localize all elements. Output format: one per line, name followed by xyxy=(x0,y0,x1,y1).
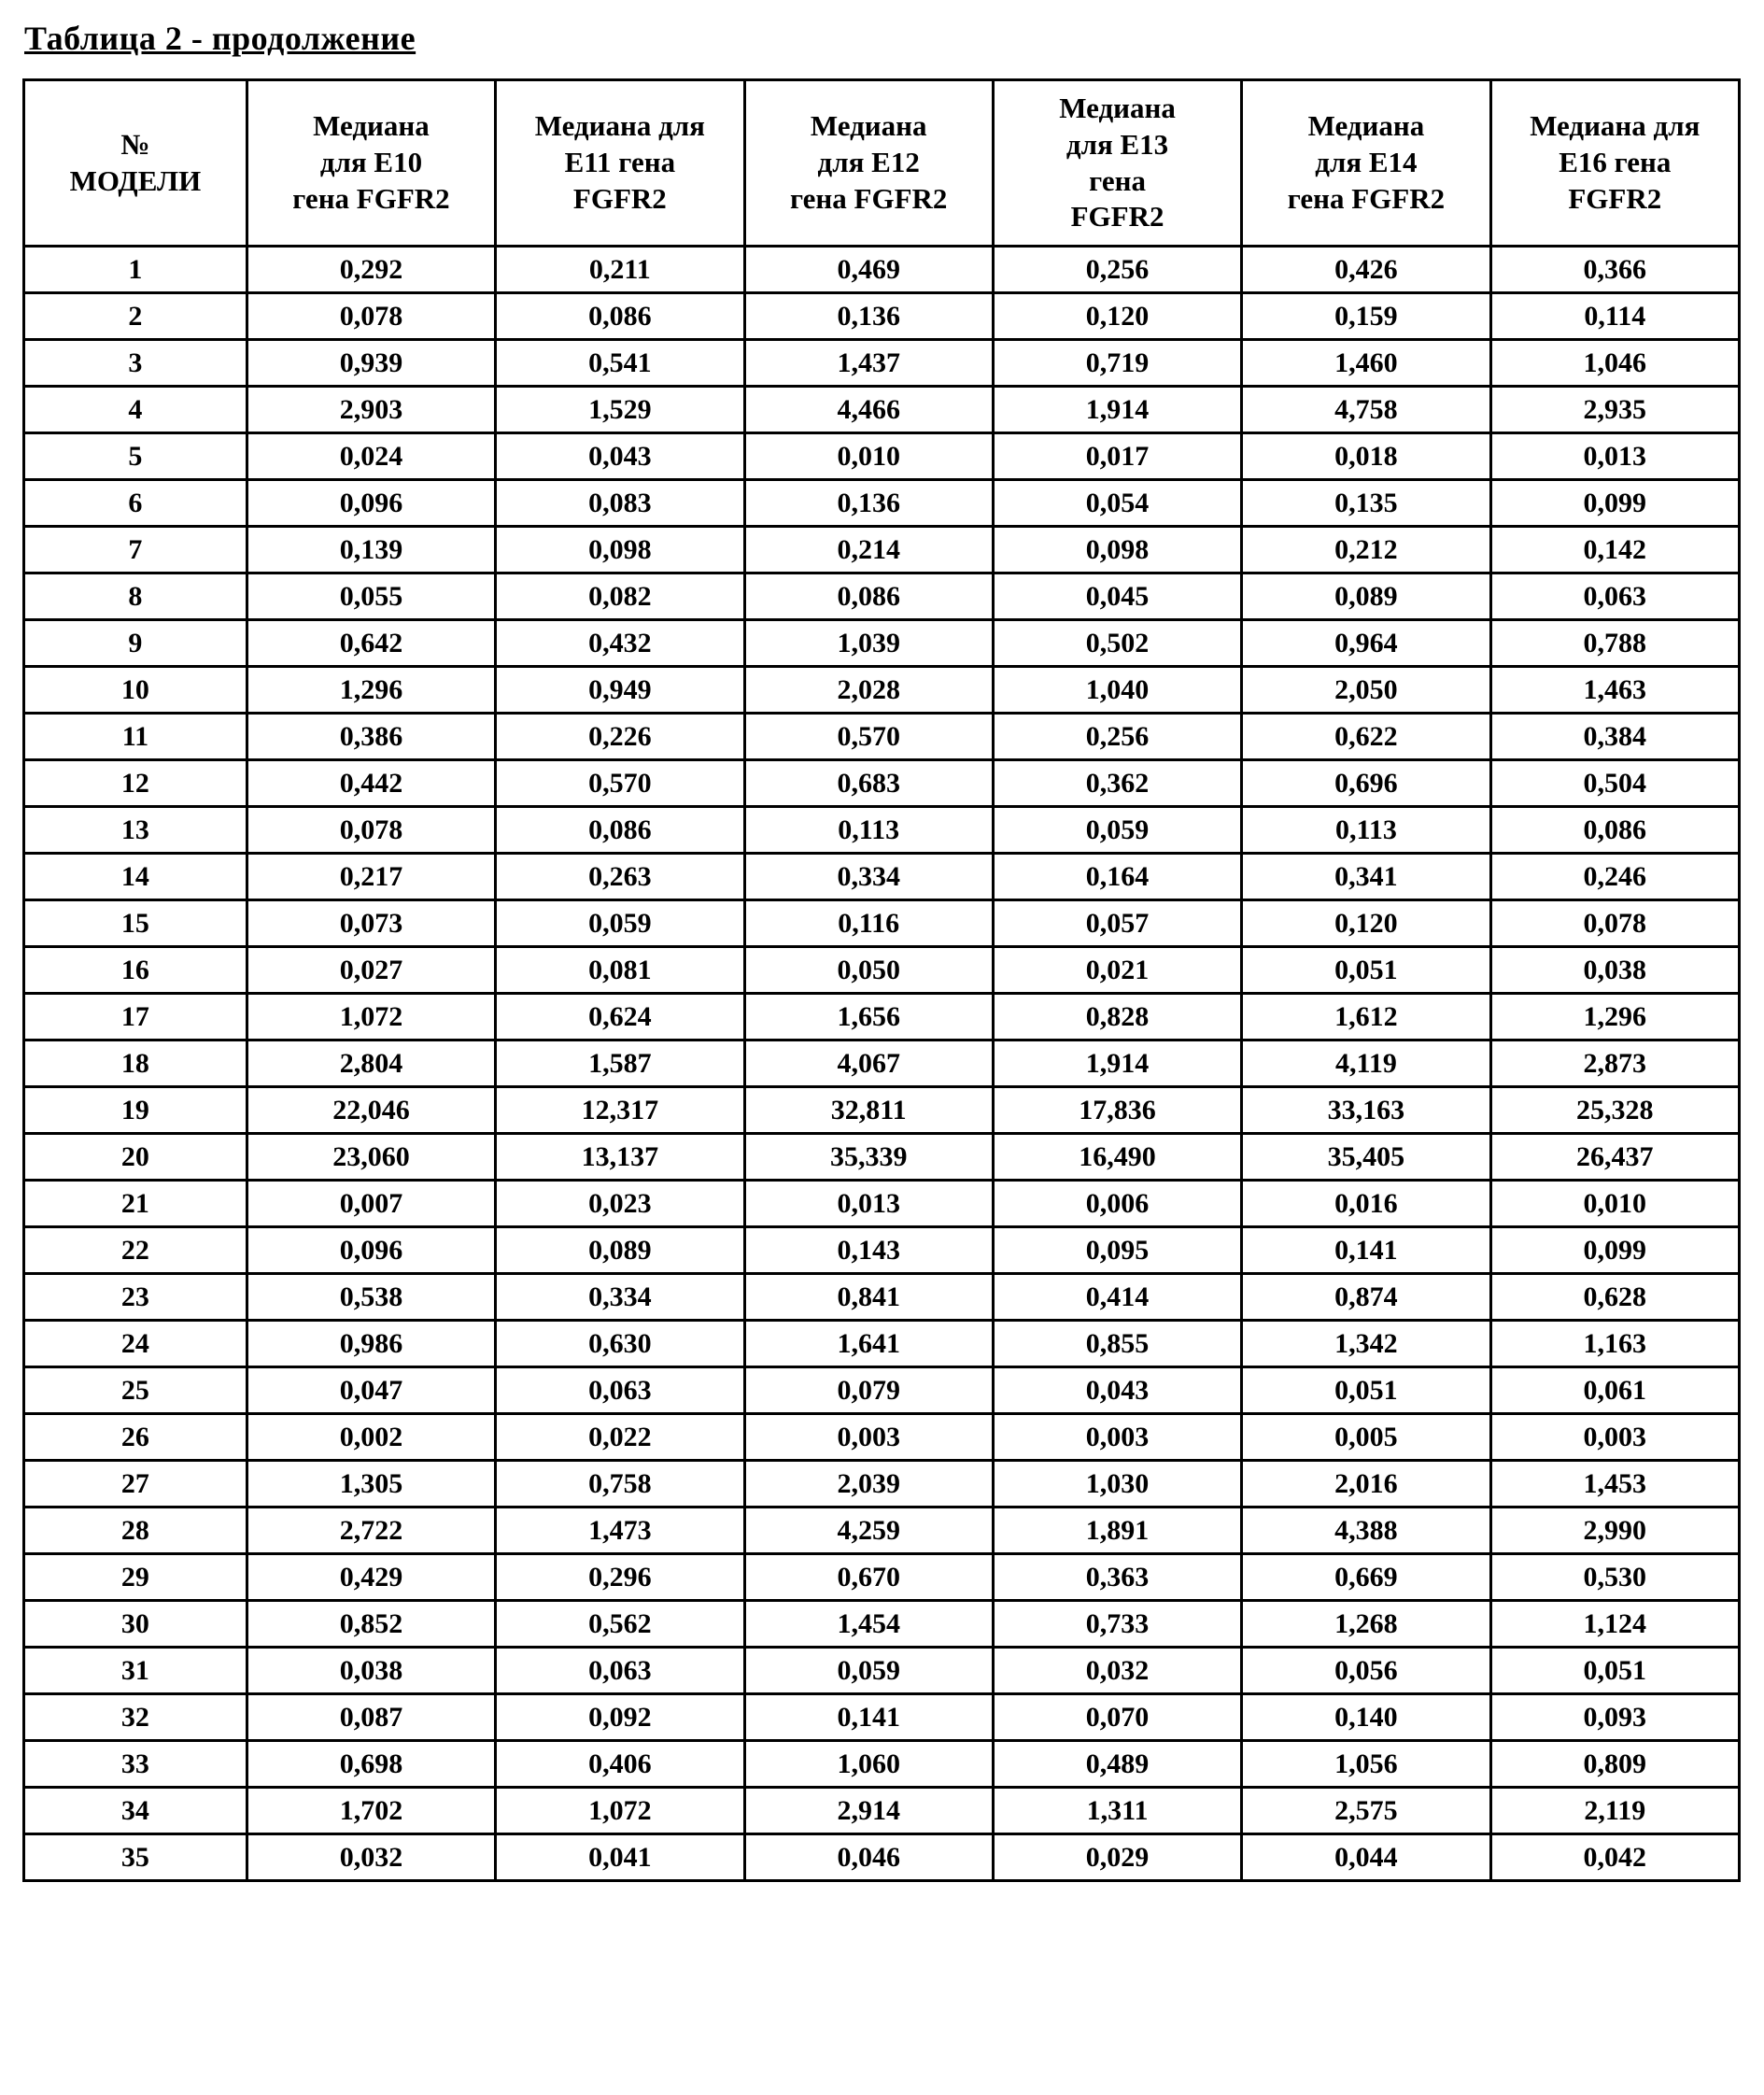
median-value-cell: 0,114 xyxy=(1490,293,1739,340)
table-row xyxy=(24,947,1740,994)
table-row xyxy=(24,1554,1740,1601)
table-row xyxy=(24,1414,1740,1461)
median-value-cell: 1,587 xyxy=(496,1040,744,1087)
median-value-cell: 0,141 xyxy=(1242,1227,1490,1274)
median-value-cell: 0,073 xyxy=(247,900,495,947)
median-value-cell: 0,056 xyxy=(1242,1648,1490,1694)
median-value-cell: 0,059 xyxy=(993,807,1241,854)
median-value-cell: 16,490 xyxy=(993,1134,1241,1181)
model-number-cell: 1 xyxy=(24,247,247,293)
table-header xyxy=(24,80,1740,247)
median-value-cell: 0,027 xyxy=(247,947,495,994)
median-value-cell: 0,055 xyxy=(247,573,495,620)
median-value-cell: 26,437 xyxy=(1490,1134,1739,1181)
median-value-cell: 1,163 xyxy=(1490,1321,1739,1367)
median-value-cell: 0,047 xyxy=(247,1367,495,1414)
median-value-cell: 0,624 xyxy=(496,994,744,1040)
median-value-cell: 1,124 xyxy=(1490,1601,1739,1648)
median-value-cell: 0,622 xyxy=(1242,714,1490,760)
table-row xyxy=(24,1181,1740,1227)
median-value-cell: 0,386 xyxy=(247,714,495,760)
median-value-cell: 0,852 xyxy=(247,1601,495,1648)
median-value-cell: 0,083 xyxy=(496,480,744,527)
median-value-cell: 0,136 xyxy=(744,293,993,340)
median-value-cell: 12,317 xyxy=(496,1087,744,1134)
median-value-cell: 0,226 xyxy=(496,714,744,760)
median-value-cell: 0,006 xyxy=(993,1181,1241,1227)
model-number-cell: 11 xyxy=(24,714,247,760)
table-row xyxy=(24,900,1740,947)
model-number-cell: 14 xyxy=(24,854,247,900)
median-value-cell: 2,935 xyxy=(1490,387,1739,433)
median-value-cell: 2,914 xyxy=(744,1788,993,1834)
median-value-cell: 0,051 xyxy=(1242,1367,1490,1414)
model-number-cell: 15 xyxy=(24,900,247,947)
median-value-cell: 0,489 xyxy=(993,1741,1241,1788)
model-number-cell: 17 xyxy=(24,994,247,1040)
model-number-cell: 21 xyxy=(24,1181,247,1227)
median-value-cell: 2,016 xyxy=(1242,1461,1490,1508)
median-value-cell: 1,296 xyxy=(247,667,495,714)
median-value-cell: 0,070 xyxy=(993,1694,1241,1741)
median-value-cell: 0,855 xyxy=(993,1321,1241,1367)
table-row xyxy=(24,1134,1740,1181)
median-value-cell: 0,211 xyxy=(496,247,744,293)
model-number-cell: 7 xyxy=(24,527,247,573)
median-value-cell: 0,841 xyxy=(744,1274,993,1321)
median-value-cell: 32,811 xyxy=(744,1087,993,1134)
median-value-cell: 4,388 xyxy=(1242,1508,1490,1554)
median-value-cell: 2,722 xyxy=(247,1508,495,1554)
median-value-cell: 0,042 xyxy=(1490,1834,1739,1881)
median-value-cell: 0,949 xyxy=(496,667,744,714)
median-value-cell: 0,140 xyxy=(1242,1694,1490,1741)
median-value-cell: 0,939 xyxy=(247,340,495,387)
table-row xyxy=(24,1601,1740,1648)
median-value-cell: 17,836 xyxy=(993,1087,1241,1134)
median-value-cell: 2,119 xyxy=(1490,1788,1739,1834)
median-value-cell: 2,903 xyxy=(247,387,495,433)
median-value-cell: 35,405 xyxy=(1242,1134,1490,1181)
median-value-cell: 1,305 xyxy=(247,1461,495,1508)
table-row xyxy=(24,247,1740,293)
median-value-cell: 1,891 xyxy=(993,1508,1241,1554)
median-value-cell: 1,268 xyxy=(1242,1601,1490,1648)
median-value-cell: 0,120 xyxy=(993,293,1241,340)
table-row xyxy=(24,1367,1740,1414)
median-value-cell: 0,029 xyxy=(993,1834,1241,1881)
median-value-cell: 0,733 xyxy=(993,1601,1241,1648)
median-value-cell: 0,018 xyxy=(1242,433,1490,480)
model-number-cell: 31 xyxy=(24,1648,247,1694)
median-value-cell: 0,164 xyxy=(993,854,1241,900)
median-value-cell: 1,046 xyxy=(1490,340,1739,387)
median-value-cell: 0,089 xyxy=(1242,573,1490,620)
median-value-cell: 0,142 xyxy=(1490,527,1739,573)
median-value-cell: 0,078 xyxy=(247,293,495,340)
table-body xyxy=(24,247,1740,1881)
model-number-cell: 32 xyxy=(24,1694,247,1741)
model-number-cell: 18 xyxy=(24,1040,247,1087)
median-value-cell: 4,067 xyxy=(744,1040,993,1087)
median-value-cell: 0,003 xyxy=(993,1414,1241,1461)
model-number-cell: 29 xyxy=(24,1554,247,1601)
median-value-cell: 0,045 xyxy=(993,573,1241,620)
median-value-cell: 0,432 xyxy=(496,620,744,667)
median-value-cell: 0,630 xyxy=(496,1321,744,1367)
median-value-cell: 2,804 xyxy=(247,1040,495,1087)
median-value-cell: 35,339 xyxy=(744,1134,993,1181)
table-row xyxy=(24,1040,1740,1087)
median-value-cell: 0,570 xyxy=(744,714,993,760)
table-header-row xyxy=(24,80,1740,247)
median-value-cell: 1,296 xyxy=(1490,994,1739,1040)
median-value-cell: 0,570 xyxy=(496,760,744,807)
median-value-cell: 0,136 xyxy=(744,480,993,527)
model-number-cell: 33 xyxy=(24,1741,247,1788)
median-value-cell: 1,040 xyxy=(993,667,1241,714)
median-value-cell: 0,063 xyxy=(496,1367,744,1414)
median-value-cell: 0,016 xyxy=(1242,1181,1490,1227)
median-value-cell: 0,341 xyxy=(1242,854,1490,900)
median-value-cell: 0,469 xyxy=(744,247,993,293)
table-row xyxy=(24,807,1740,854)
median-value-cell: 0,442 xyxy=(247,760,495,807)
table-row xyxy=(24,433,1740,480)
median-value-cell: 4,259 xyxy=(744,1508,993,1554)
median-value-cell: 0,334 xyxy=(744,854,993,900)
median-value-cell: 1,039 xyxy=(744,620,993,667)
median-value-cell: 4,466 xyxy=(744,387,993,433)
median-value-cell: 0,538 xyxy=(247,1274,495,1321)
median-value-cell: 0,051 xyxy=(1242,947,1490,994)
median-value-cell: 0,414 xyxy=(993,1274,1241,1321)
median-value-cell: 0,642 xyxy=(247,620,495,667)
median-value-cell: 1,342 xyxy=(1242,1321,1490,1367)
table-row xyxy=(24,854,1740,900)
median-values-table xyxy=(22,78,1741,1882)
median-value-cell: 1,656 xyxy=(744,994,993,1040)
median-value-cell: 1,914 xyxy=(993,1040,1241,1087)
median-value-cell: 1,311 xyxy=(993,1788,1241,1834)
median-value-cell: 1,072 xyxy=(496,1788,744,1834)
median-value-cell: 0,089 xyxy=(496,1227,744,1274)
model-number-cell: 12 xyxy=(24,760,247,807)
median-value-cell: 0,063 xyxy=(1490,573,1739,620)
median-value-cell: 0,003 xyxy=(744,1414,993,1461)
median-value-cell: 0,007 xyxy=(247,1181,495,1227)
table-row xyxy=(24,1227,1740,1274)
median-value-cell: 0,116 xyxy=(744,900,993,947)
median-value-cell: 0,057 xyxy=(993,900,1241,947)
median-value-cell: 1,454 xyxy=(744,1601,993,1648)
median-value-cell: 0,670 xyxy=(744,1554,993,1601)
median-value-cell: 1,473 xyxy=(496,1508,744,1554)
median-value-cell: 0,092 xyxy=(496,1694,744,1741)
median-value-cell: 0,698 xyxy=(247,1741,495,1788)
median-value-cell: 0,078 xyxy=(1490,900,1739,947)
median-value-cell: 13,137 xyxy=(496,1134,744,1181)
median-value-cell: 0,044 xyxy=(1242,1834,1490,1881)
median-value-cell: 0,086 xyxy=(496,293,744,340)
median-value-cell: 0,683 xyxy=(744,760,993,807)
model-number-cell: 8 xyxy=(24,573,247,620)
table-row xyxy=(24,1788,1740,1834)
model-number-cell: 28 xyxy=(24,1508,247,1554)
median-value-cell: 0,502 xyxy=(993,620,1241,667)
table-row xyxy=(24,480,1740,527)
median-value-cell: 0,010 xyxy=(744,433,993,480)
median-value-cell: 2,028 xyxy=(744,667,993,714)
median-value-cell: 0,406 xyxy=(496,1741,744,1788)
median-value-cell: 1,914 xyxy=(993,387,1241,433)
table-row xyxy=(24,1741,1740,1788)
table-row xyxy=(24,1508,1740,1554)
median-value-cell: 1,072 xyxy=(247,994,495,1040)
median-value-cell: 0,296 xyxy=(496,1554,744,1601)
model-number-cell: 9 xyxy=(24,620,247,667)
table-row xyxy=(24,1834,1740,1881)
median-value-cell: 0,334 xyxy=(496,1274,744,1321)
median-value-cell: 0,139 xyxy=(247,527,495,573)
median-value-cell: 2,873 xyxy=(1490,1040,1739,1087)
median-value-cell: 0,032 xyxy=(247,1834,495,1881)
median-value-cell: 0,120 xyxy=(1242,900,1490,947)
median-value-cell: 0,002 xyxy=(247,1414,495,1461)
median-value-cell: 0,086 xyxy=(1490,807,1739,854)
median-value-cell: 0,098 xyxy=(496,527,744,573)
median-value-cell: 0,292 xyxy=(247,247,495,293)
median-value-cell: 1,612 xyxy=(1242,994,1490,1040)
column-header: Медиана для E11 гена FGFR2 xyxy=(496,80,744,247)
median-value-cell: 0,087 xyxy=(247,1694,495,1741)
median-value-cell: 0,022 xyxy=(496,1414,744,1461)
median-value-cell: 0,024 xyxy=(247,433,495,480)
median-value-cell: 0,113 xyxy=(744,807,993,854)
table-row xyxy=(24,387,1740,433)
median-value-cell: 1,702 xyxy=(247,1788,495,1834)
median-value-cell: 0,038 xyxy=(1490,947,1739,994)
median-value-cell: 0,013 xyxy=(744,1181,993,1227)
model-number-cell: 4 xyxy=(24,387,247,433)
median-value-cell: 0,050 xyxy=(744,947,993,994)
table-row xyxy=(24,1461,1740,1508)
table-row xyxy=(24,573,1740,620)
model-number-cell: 19 xyxy=(24,1087,247,1134)
median-value-cell: 33,163 xyxy=(1242,1087,1490,1134)
column-header: Медиана для E10 гена FGFR2 xyxy=(247,80,495,247)
median-value-cell: 0,212 xyxy=(1242,527,1490,573)
table-title: Таблица 2 - продолжение xyxy=(24,20,416,57)
median-value-cell: 1,641 xyxy=(744,1321,993,1367)
median-value-cell: 0,021 xyxy=(993,947,1241,994)
median-value-cell: 0,669 xyxy=(1242,1554,1490,1601)
median-value-cell: 0,051 xyxy=(1490,1648,1739,1694)
model-number-cell: 20 xyxy=(24,1134,247,1181)
model-number-cell: 13 xyxy=(24,807,247,854)
median-value-cell: 0,719 xyxy=(993,340,1241,387)
median-value-cell: 0,362 xyxy=(993,760,1241,807)
model-number-cell: 34 xyxy=(24,1788,247,1834)
median-value-cell: 0,096 xyxy=(247,1227,495,1274)
median-value-cell: 0,081 xyxy=(496,947,744,994)
model-number-cell: 26 xyxy=(24,1414,247,1461)
median-value-cell: 0,263 xyxy=(496,854,744,900)
median-value-cell: 2,050 xyxy=(1242,667,1490,714)
median-value-cell: 0,082 xyxy=(496,573,744,620)
median-value-cell: 0,256 xyxy=(993,714,1241,760)
model-number-cell: 5 xyxy=(24,433,247,480)
median-value-cell: 0,758 xyxy=(496,1461,744,1508)
table-row xyxy=(24,714,1740,760)
median-value-cell: 1,060 xyxy=(744,1741,993,1788)
median-value-cell: 0,059 xyxy=(744,1648,993,1694)
median-value-cell: 4,758 xyxy=(1242,387,1490,433)
median-value-cell: 1,453 xyxy=(1490,1461,1739,1508)
median-value-cell: 25,328 xyxy=(1490,1087,1739,1134)
median-value-cell: 0,530 xyxy=(1490,1554,1739,1601)
column-header-model-number: № МОДЕЛИ xyxy=(24,80,247,247)
median-value-cell: 1,460 xyxy=(1242,340,1490,387)
table-row xyxy=(24,1648,1740,1694)
median-value-cell: 0,078 xyxy=(247,807,495,854)
median-value-cell: 0,086 xyxy=(496,807,744,854)
median-value-cell: 0,504 xyxy=(1490,760,1739,807)
median-value-cell: 0,141 xyxy=(744,1694,993,1741)
table-row xyxy=(24,340,1740,387)
median-value-cell: 0,059 xyxy=(496,900,744,947)
median-value-cell: 0,159 xyxy=(1242,293,1490,340)
median-value-cell: 0,046 xyxy=(744,1834,993,1881)
table-row xyxy=(24,1321,1740,1367)
median-value-cell: 0,032 xyxy=(993,1648,1241,1694)
median-value-cell: 0,041 xyxy=(496,1834,744,1881)
median-value-cell: 0,063 xyxy=(496,1648,744,1694)
median-value-cell: 0,003 xyxy=(1490,1414,1739,1461)
model-number-cell: 6 xyxy=(24,480,247,527)
model-number-cell: 22 xyxy=(24,1227,247,1274)
median-value-cell: 0,143 xyxy=(744,1227,993,1274)
median-value-cell: 0,113 xyxy=(1242,807,1490,854)
median-value-cell: 1,056 xyxy=(1242,1741,1490,1788)
median-value-cell: 0,384 xyxy=(1490,714,1739,760)
model-number-cell: 27 xyxy=(24,1461,247,1508)
median-value-cell: 0,214 xyxy=(744,527,993,573)
median-value-cell: 0,562 xyxy=(496,1601,744,1648)
median-value-cell: 2,575 xyxy=(1242,1788,1490,1834)
column-header: Медиана для E14 гена FGFR2 xyxy=(1242,80,1490,247)
median-value-cell: 0,043 xyxy=(993,1367,1241,1414)
median-value-cell: 0,964 xyxy=(1242,620,1490,667)
column-header: Медиана для E13 гена FGFR2 xyxy=(993,80,1241,247)
model-number-cell: 35 xyxy=(24,1834,247,1881)
median-value-cell: 23,060 xyxy=(247,1134,495,1181)
median-value-cell: 0,429 xyxy=(247,1554,495,1601)
table-row xyxy=(24,1694,1740,1741)
median-value-cell: 2,039 xyxy=(744,1461,993,1508)
median-value-cell: 0,426 xyxy=(1242,247,1490,293)
median-value-cell: 0,017 xyxy=(993,433,1241,480)
median-value-cell: 0,086 xyxy=(744,573,993,620)
median-value-cell: 0,256 xyxy=(993,247,1241,293)
table-row xyxy=(24,527,1740,573)
model-number-cell: 16 xyxy=(24,947,247,994)
median-value-cell: 0,246 xyxy=(1490,854,1739,900)
median-value-cell: 1,463 xyxy=(1490,667,1739,714)
model-number-cell: 2 xyxy=(24,293,247,340)
table-row xyxy=(24,994,1740,1040)
median-value-cell: 0,366 xyxy=(1490,247,1739,293)
median-value-cell: 0,098 xyxy=(993,527,1241,573)
median-value-cell: 0,079 xyxy=(744,1367,993,1414)
column-header: Медиана для E12 гена FGFR2 xyxy=(744,80,993,247)
median-value-cell: 0,099 xyxy=(1490,480,1739,527)
median-value-cell: 0,023 xyxy=(496,1181,744,1227)
table-row xyxy=(24,620,1740,667)
model-number-cell: 23 xyxy=(24,1274,247,1321)
model-number-cell: 25 xyxy=(24,1367,247,1414)
median-value-cell: 1,437 xyxy=(744,340,993,387)
median-value-cell: 1,529 xyxy=(496,387,744,433)
table-row xyxy=(24,1274,1740,1321)
median-value-cell: 0,363 xyxy=(993,1554,1241,1601)
model-number-cell: 24 xyxy=(24,1321,247,1367)
median-value-cell: 0,874 xyxy=(1242,1274,1490,1321)
median-value-cell: 0,099 xyxy=(1490,1227,1739,1274)
median-value-cell: 2,990 xyxy=(1490,1508,1739,1554)
median-value-cell: 0,093 xyxy=(1490,1694,1739,1741)
median-value-cell: 0,628 xyxy=(1490,1274,1739,1321)
median-value-cell: 0,054 xyxy=(993,480,1241,527)
median-value-cell: 0,043 xyxy=(496,433,744,480)
median-value-cell: 0,788 xyxy=(1490,620,1739,667)
table-row xyxy=(24,293,1740,340)
median-value-cell: 0,696 xyxy=(1242,760,1490,807)
median-value-cell: 22,046 xyxy=(247,1087,495,1134)
median-value-cell: 0,809 xyxy=(1490,1741,1739,1788)
table-row xyxy=(24,760,1740,807)
median-value-cell: 0,096 xyxy=(247,480,495,527)
median-value-cell: 0,217 xyxy=(247,854,495,900)
model-number-cell: 30 xyxy=(24,1601,247,1648)
median-value-cell: 0,005 xyxy=(1242,1414,1490,1461)
column-header: Медиана для E16 гена FGFR2 xyxy=(1490,80,1739,247)
median-value-cell: 0,010 xyxy=(1490,1181,1739,1227)
median-value-cell: 0,038 xyxy=(247,1648,495,1694)
median-value-cell: 1,030 xyxy=(993,1461,1241,1508)
median-value-cell: 0,541 xyxy=(496,340,744,387)
median-value-cell: 0,828 xyxy=(993,994,1241,1040)
model-number-cell: 10 xyxy=(24,667,247,714)
median-value-cell: 0,135 xyxy=(1242,480,1490,527)
model-number-cell: 3 xyxy=(24,340,247,387)
median-value-cell: 0,986 xyxy=(247,1321,495,1367)
table-row xyxy=(24,667,1740,714)
median-value-cell: 0,095 xyxy=(993,1227,1241,1274)
median-value-cell: 0,061 xyxy=(1490,1367,1739,1414)
median-value-cell: 4,119 xyxy=(1242,1040,1490,1087)
median-value-cell: 0,013 xyxy=(1490,433,1739,480)
table-row xyxy=(24,1087,1740,1134)
